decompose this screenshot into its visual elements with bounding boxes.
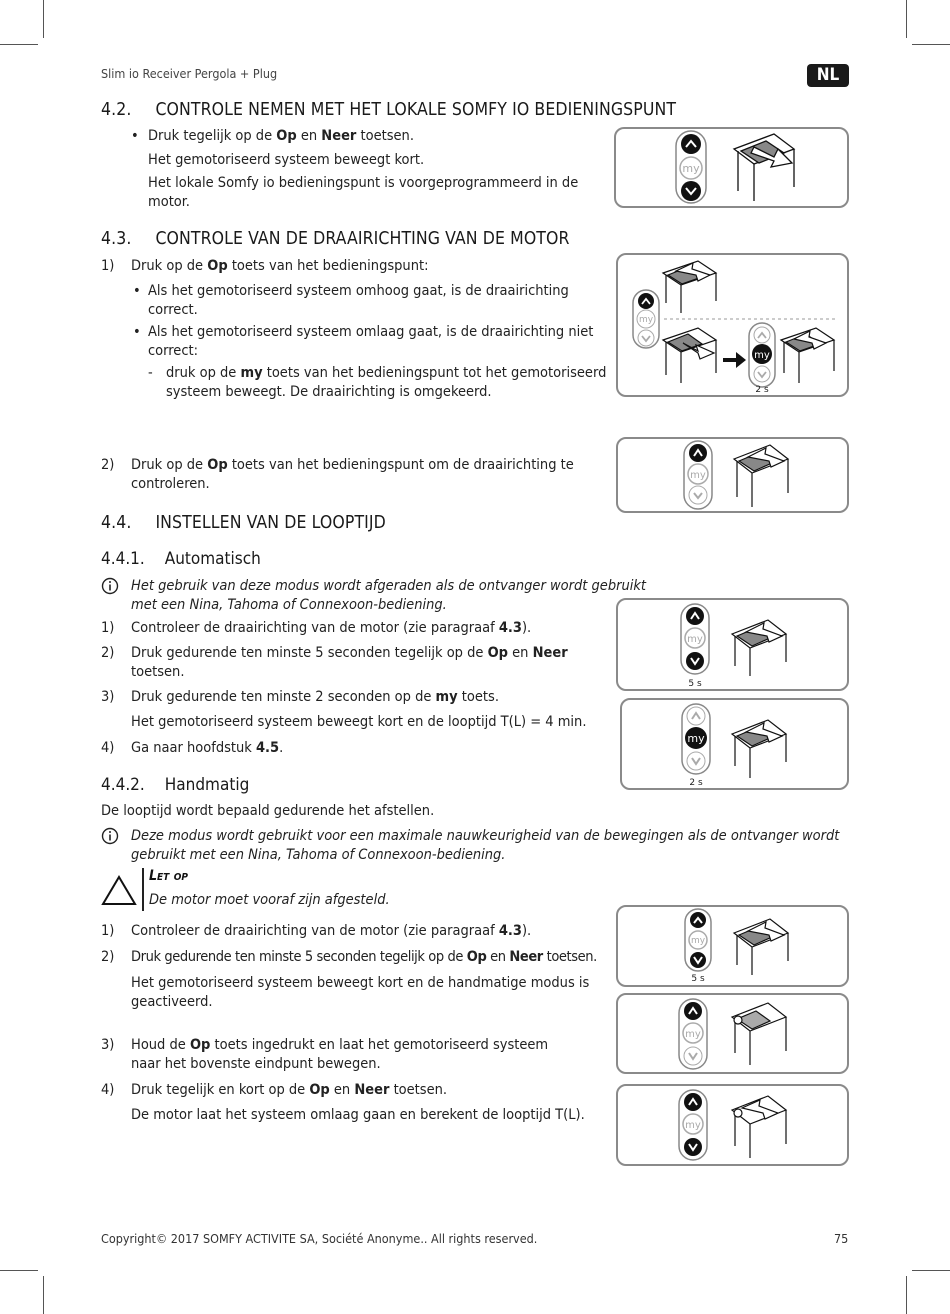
remote-control-icon [679,1090,707,1160]
list-number: 3) [101,689,115,705]
figure-illustration [618,907,847,985]
svg-text:my: my [690,470,706,481]
list-number: 3) [101,1037,115,1053]
paragraph: Als het gemotoriseerd systeem omhoog gaat, is de draairichting [148,283,569,299]
section-title: CONTROLE VAN DE DRAAIRICHTING VAN DE MOTOR [155,229,570,249]
remote-control-icon [681,604,709,674]
pergola-icon [732,620,786,676]
warning-divider [142,868,144,911]
document-title: Slim io Receiver Pergola + Plug [101,66,278,81]
figure-illustration [622,700,847,788]
paragraph: correct. [148,302,198,318]
list-number: 2) [101,645,115,661]
section-title: INSTELLEN VAN DE LOOPTIJD [155,513,386,533]
paragraph: Controleer de draairichting van de motor (zie paragraaf 4.3). [131,923,532,939]
paragraph: Druk gedurende ten minste 5 seconden tegelijk op de Op en Neer toetsen. [131,949,597,965]
note-text: Deze modus wordt gebruikt voor een maximale nauwkeurigheid van de bewegingen als de ontvanger wordt [131,828,840,844]
remote-control-icon [682,704,710,774]
pergola-icon [734,134,794,201]
section-4-2-heading [101,100,676,120]
figure-illustration [618,1086,847,1164]
paragraph: De looptijd wordt bepaald gedurende het afstellen. [101,803,435,819]
list-number: 1) [101,258,115,274]
section-4-3-heading [101,229,570,249]
paragraph: Druk op de Op toets van het bedieningspunt om de draairichting te [131,457,574,473]
crop-mark [906,1276,907,1314]
figure-time-label: 5 s [691,974,705,984]
figure-illustration [618,995,847,1072]
paragraph: controleren. [131,476,210,492]
section-4-4-1-heading [101,549,261,569]
figure-time-label: 5 s [688,679,702,689]
remote-control-icon [685,909,711,971]
note-text: met een Nina, Tahoma of Connexoon-bediening. [131,597,447,613]
remote-control-icon [749,323,775,387]
warning-text: De motor moet vooraf zijn afgesteld. [149,892,390,908]
figure-remote-pergola [616,905,849,987]
crop-mark [906,0,907,38]
section-number: 4.3. [101,229,132,249]
figure-time-label: 2 s [755,385,769,395]
section-number: 4.4.2. [101,775,145,795]
warning-title: Let op [149,868,188,884]
info-icon [101,577,119,595]
paragraph: Het gemotoriseerd systeem beweegt kort en de handmatige modus is [131,975,590,991]
paragraph: Het gemotoriseerd systeem beweegt kort en de looptijd T(L) = 4 min. [131,714,587,730]
svg-text:my: my [682,162,700,175]
svg-text:my: my [687,634,703,645]
crop-mark [43,1276,44,1314]
paragraph: toetsen. [131,664,185,680]
bullet-icon: • [133,324,141,340]
bullet-icon: • [133,283,141,299]
figure-remote-pergola [616,437,849,513]
svg-text:my: my [685,1120,701,1131]
crop-mark [912,44,950,45]
figure-illustration [618,600,847,689]
list-number: 1) [101,620,115,636]
pergola-icon [732,720,786,778]
paragraph: motor. [148,194,190,210]
svg-text:my: my [754,350,770,361]
pergola-icon [663,261,716,313]
remote-control-icon [633,290,659,348]
figure-time-label: 2 s [689,778,703,788]
figure-illustration [616,129,847,206]
remote-control-icon [679,999,707,1069]
paragraph: Ga naar hoofdstuk 4.5. [131,740,284,756]
note-text: gebruikt met een Nina, Tahoma of Connexoon-bediening. [131,847,506,863]
list-number: 4) [101,740,115,756]
paragraph: geactiveerd. [131,994,213,1010]
list-number: 1) [101,923,115,939]
bullet-icon: • [131,128,139,144]
crop-mark [43,0,44,38]
remote-control-icon [676,131,706,203]
section-title: CONTROLE NEMEN MET HET LOKALE SOMFY IO BEDIENINGSPUNT [155,100,677,120]
dash-marker: - [148,365,153,381]
page-number: 75 [834,1231,849,1246]
copyright-text: Copyright© 2017 SOMFY ACTIVITE SA, Société Anonyme.. All rights reserved. [101,1231,538,1246]
pergola-icon [781,328,834,383]
paragraph: Controleer de draairichting van de motor (zie paragraaf 4.3). [131,620,532,636]
figure-remote-pergola [616,993,849,1074]
figure-remote-pergola [616,1084,849,1166]
section-number: 4.2. [101,100,132,120]
figure-remote-pergola [620,698,849,790]
paragraph: naar het bovenste eindpunt bewegen. [131,1056,381,1072]
arrow-icon [723,352,746,368]
paragraph: Als het gemotoriseerd systeem omlaag gaat, is de draairichting niet [148,324,594,340]
section-title: Handmatig [164,775,250,795]
figure-remote-pergola [614,127,849,208]
paragraph: druk op de my toets van het bedieningspunt tot het gemotoriseerd [166,365,607,381]
list-number: 4) [101,1082,115,1098]
svg-text:my: my [690,936,706,946]
pergola-icon [732,1096,786,1158]
paragraph: systeem beweegt. De draairichting is omgekeerd. [166,384,492,400]
figure-remote-pergola [616,598,849,691]
remote-control-icon [684,441,712,509]
svg-text:my: my [685,1029,701,1040]
section-number: 4.4.1. [101,549,145,569]
pergola-icon [663,328,716,383]
paragraph: De motor laat het systeem omlaag gaan en berekent de looptijd T(L). [131,1107,585,1123]
figure-illustration [618,439,847,511]
paragraph: Druk gedurende ten minste 2 seconden op de my toets. [131,689,499,705]
paragraph: correct: [148,343,199,359]
crop-mark [0,44,38,45]
svg-text:my: my [687,732,705,745]
section-4-4-heading [101,513,386,533]
info-icon [101,827,119,845]
paragraph: Druk tegelijk op de Op en Neer toetsen. [148,128,414,144]
crop-mark [0,1270,38,1271]
section-title: Automatisch [164,549,261,569]
paragraph: Druk gedurende ten minste 5 seconden tegelijk op de Op en Neer [131,645,568,661]
note-text: Het gebruik van deze modus wordt afgeraden als de ontvanger wordt gebruikt [131,578,647,594]
figure-illustration [618,255,847,395]
svg-text:my: my [638,315,654,325]
warning-triangle-icon [101,874,137,906]
list-number: 2) [101,457,115,473]
paragraph: Druk op de Op toets van het bedieningspunt: [131,258,429,274]
paragraph: Het lokale Somfy io bedieningspunt is voorgeprogrammeerd in de [148,175,579,191]
pergola-icon [734,445,788,507]
paragraph: Houd de Op toets ingedrukt en laat het gemotoriseerd systeem [131,1037,549,1053]
section-4-4-2-heading [101,775,249,795]
list-number: 2) [101,949,115,965]
crop-mark [912,1270,950,1271]
language-badge: NL [807,64,849,87]
paragraph: Druk tegelijk en kort op de Op en Neer toetsen. [131,1082,448,1098]
figure-direction-check [616,253,849,397]
section-number: 4.4. [101,513,132,533]
pergola-icon [734,919,788,975]
pergola-icon [732,1003,786,1065]
paragraph: Het gemotoriseerd systeem beweegt kort. [148,152,425,168]
